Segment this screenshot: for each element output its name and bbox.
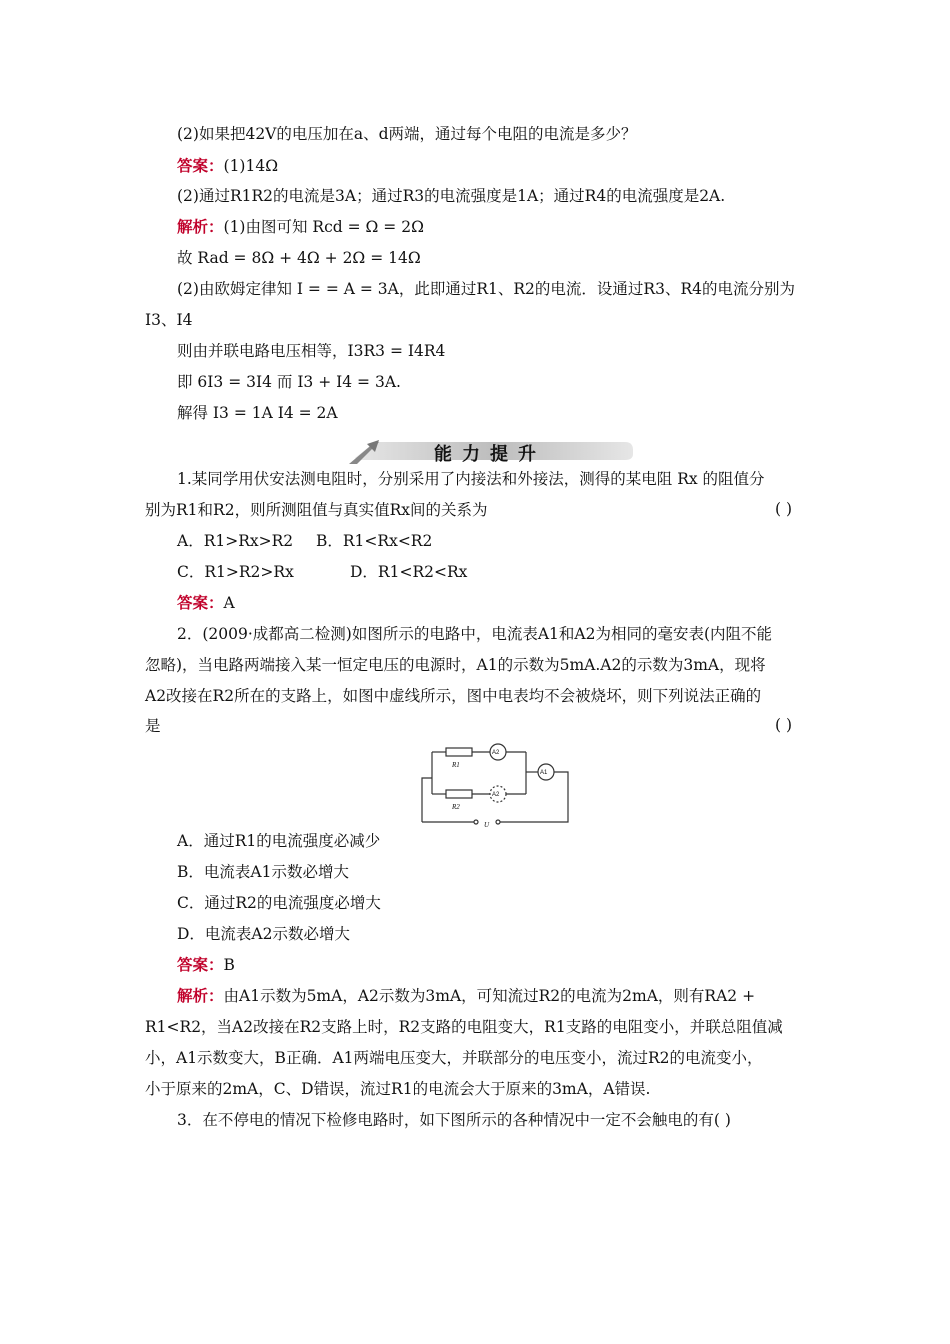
label-a1: A1 <box>540 770 548 776</box>
analysis-line-currents: I3、I4 <box>145 311 193 329</box>
q1-paren: ( ) <box>774 500 792 518</box>
label-a2: A2 <box>492 750 500 756</box>
q2-analysis-1 <box>177 986 755 1006</box>
q2-line3: A2改接在R2所在的支路上，如图中虚线所示，图中电表均不会被烧坏，则下列说法正确的 <box>145 687 762 705</box>
analysis-line-rad: 故 Rad = 8Ω + 4Ω + 2Ω = 14Ω <box>177 249 421 267</box>
q2-option-b: B．电流表A1示数必增大 <box>177 863 349 881</box>
circuit-diagram <box>418 742 574 830</box>
answer-value: A <box>223 594 235 612</box>
q2-paren: ( ) <box>774 716 792 734</box>
q1-option-b: B．R1<Rx<R2 <box>316 532 433 550</box>
q2-line4: 是 <box>145 717 161 735</box>
label-r2: R2 <box>452 803 460 811</box>
label-r1: R1 <box>452 761 460 769</box>
analysis-1 <box>177 217 424 237</box>
q1-answer <box>177 593 235 613</box>
analysis-line-ohm: (2)由欧姆定律知 I = = A = 3A，此即通过R1、R2的电流．设通过R3、R4的电流分别为 <box>177 280 795 298</box>
resistor-r2 <box>446 790 472 798</box>
q1-line2: 别为R1和R2，则所测阻值与真实值Rx间的关系为 <box>145 501 488 519</box>
section-banner <box>345 434 635 468</box>
analysis-line-parallel: 则由并联电路电压相等，I3R3 = I4R4 <box>177 342 446 360</box>
q2-line1: 2．(2009·成都高二检测)如图所示的电路中，电流表A1和A2为相同的毫安表(内阻不能 <box>177 625 772 643</box>
analysis-label: 解析： <box>177 217 224 236</box>
analysis-value: 由A1示数为5mA，A2示数为3mA，可知流过R2的电流为2mA，则有RA2 + <box>223 987 756 1005</box>
q2-answer <box>177 955 235 975</box>
q2-option-d: D．电流表A2示数必增大 <box>177 925 350 943</box>
q1-line1: 1.某同学用伏安法测电阻时，分别采用了内接法和外接法，测得的某电阻 Rx 的阻值分 <box>177 470 765 488</box>
answer-label: 答案： <box>177 593 224 612</box>
answer-label: 答案： <box>177 955 224 974</box>
analysis-line-solution: 解得 I3 = 1A I4 = 2A <box>177 404 338 422</box>
label-a2-dashed: A2 <box>492 792 500 798</box>
q1-option-c: C．R1>R2>Rx <box>177 563 294 581</box>
resistor-r1 <box>446 748 472 756</box>
analysis-value: (1)由图可知 Rcd = Ω = 2Ω <box>223 218 424 236</box>
q1-option-a: A．R1>Rx>R2 <box>177 532 294 550</box>
left-wire <box>422 778 432 822</box>
q2-analysis-3: 小，A1示数变大，B正确．A1两端电压变大，并联部分的电压变小，流过R2的电流变小， <box>145 1049 763 1067</box>
analysis-line-equation: 即 6I3 = 3I4 而 I3 + I4 = 3A. <box>177 373 401 391</box>
label-u: U <box>484 821 490 829</box>
q2-analysis-2: R1<R2，当A2改接在R2支路上时，R2支路的电阻变大，R1支路的电阻变小，并联总阻值减 <box>145 1018 783 1036</box>
answer-2-text: (2)通过R1R2的电流是3A；通过R3的电流强度是1A；通过R4的电流强度是2A. <box>177 187 726 205</box>
analysis-label: 解析： <box>177 986 224 1005</box>
answer-1 <box>177 156 278 176</box>
q2-analysis-4: 小于原来的2mA，C、D错误，流过R1的电流会大于原来的3mA，A错误. <box>145 1080 651 1098</box>
section-title: 能力提升 <box>434 444 546 465</box>
question-2-text: (2)如果把42V的电压加在a、d两端，通过每个电阻的电流是多少？ <box>177 125 637 143</box>
q2-option-c: C．通过R2的电流强度必增大 <box>177 894 381 912</box>
answer-value: (1)14Ω <box>223 157 279 175</box>
answer-label: 答案： <box>177 156 224 175</box>
q2-option-a: A．通过R1的电流强度必减少 <box>177 832 381 850</box>
q2-line2: 忽略)，当电路两端接入某一恒定电压的电源时，A1的示数为5mA.A2的示数为3mA，现将 <box>145 656 766 674</box>
q1-option-d: D．R1<R2<Rx <box>350 563 468 581</box>
answer-value: B <box>223 956 235 974</box>
q3-line1: 3．在不停电的情况下检修电路时，如下图所示的各种情况中一定不会触电的有( ) <box>177 1111 731 1129</box>
